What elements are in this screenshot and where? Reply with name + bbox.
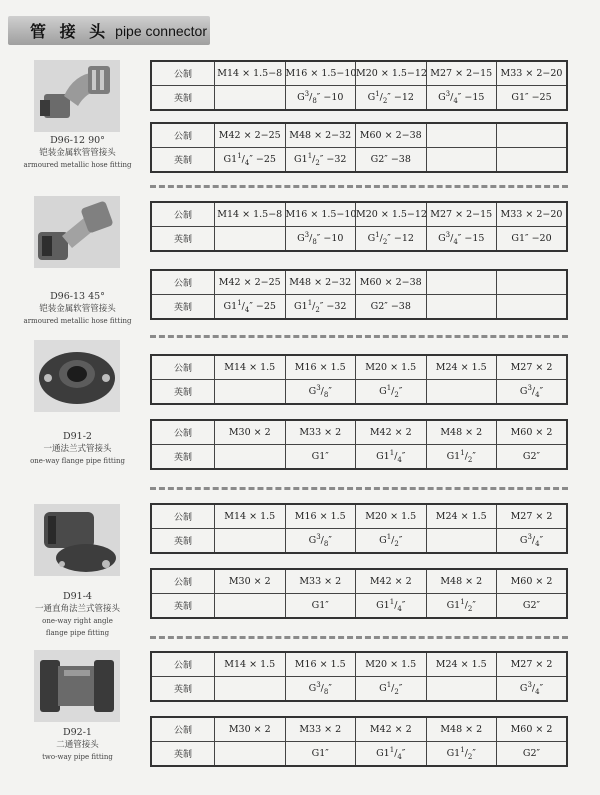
spec-cell: $G1^1/_4''$ xyxy=(356,594,427,619)
row-label: 公制 xyxy=(151,717,215,742)
spec-cell: $G1^1/_4'' -25$ xyxy=(215,295,286,320)
spec-cell: M33 × 2 xyxy=(285,420,356,445)
spec-cell: $G^1/_2'' -12$ xyxy=(356,227,427,252)
row-label: 英制 xyxy=(151,380,215,405)
section-separator xyxy=(150,636,568,639)
spec-cell: G2″ −38 xyxy=(356,148,427,173)
product-name-zh: 一通法兰式管接头 xyxy=(43,444,112,454)
spec-cell: M33 × 2−20 xyxy=(497,202,568,227)
spec-cell: G1″ xyxy=(285,445,356,470)
spec-cell: G1″ xyxy=(285,594,356,619)
spec-table xyxy=(150,568,568,619)
spec-cell: $G^3/_8''$ xyxy=(285,529,356,554)
spec-cell: M48 × 2 xyxy=(426,569,497,594)
row-label: 英制 xyxy=(151,742,215,767)
spec-cell xyxy=(215,594,286,619)
product-name-zh: 二通管接头 xyxy=(56,740,99,750)
spec-cell: G1″ −20 xyxy=(497,227,568,252)
spec-cell xyxy=(426,295,497,320)
spec-cell: $G^3/_8'' -10$ xyxy=(285,86,356,111)
table-row xyxy=(151,61,567,86)
spec-cell: M27 × 2−15 xyxy=(426,202,497,227)
table-row xyxy=(151,355,567,380)
spec-cell: G2″ −38 xyxy=(356,295,427,320)
spec-cell: G2″ xyxy=(497,594,568,619)
spec-cell: M16 × 1.5 xyxy=(285,355,356,380)
elbow-45-fitting-image xyxy=(34,196,120,268)
row-label: 英制 xyxy=(151,295,215,320)
flange-fitting-image xyxy=(34,340,120,412)
spec-table xyxy=(150,354,568,405)
row-label: 英制 xyxy=(151,227,215,252)
spec-cell: M42 × 2 xyxy=(356,420,427,445)
spec-table xyxy=(150,503,568,554)
section-separator xyxy=(150,487,568,490)
two-way-fitting-image xyxy=(34,650,120,722)
spec-cell: $G^3/_4'' -15$ xyxy=(426,86,497,111)
spec-cell: M14 × 1.5−8 xyxy=(215,202,286,227)
spec-cell xyxy=(497,295,568,320)
row-label: 公制 xyxy=(151,652,215,677)
table-row xyxy=(151,420,567,445)
spec-cell: G2″ xyxy=(497,742,568,767)
table-row xyxy=(151,202,567,227)
spec-cell: M20 × 1.5−12 xyxy=(356,61,427,86)
table-row xyxy=(151,380,567,405)
product-name-zh: 一通直角法兰式管接头 xyxy=(34,604,120,614)
spec-cell xyxy=(215,742,286,767)
spec-cell: M48 × 2−32 xyxy=(285,123,356,148)
row-label: 英制 xyxy=(151,677,215,702)
spec-cell: M14 × 1.5 xyxy=(215,652,286,677)
spec-cell xyxy=(215,445,286,470)
product-name-en: two-way pipe fitting xyxy=(42,753,113,761)
product-name-zh: 铠装金属软管管接头 xyxy=(39,304,116,314)
spec-cell: M30 × 2 xyxy=(215,717,286,742)
spec-cell: M42 × 2 xyxy=(356,717,427,742)
spec-cell: M14 × 1.5 xyxy=(215,504,286,529)
product-code: D91-2 xyxy=(63,431,92,442)
product-caption xyxy=(0,727,155,763)
table-row xyxy=(151,742,567,767)
spec-cell: M16 × 1.5−10 xyxy=(285,61,356,86)
spec-cell: M60 × 2 xyxy=(497,717,568,742)
spec-cell: M42 × 2−25 xyxy=(215,270,286,295)
row-label: 英制 xyxy=(151,445,215,470)
section-header xyxy=(8,16,210,45)
product-code: D91-4 xyxy=(63,591,92,602)
row-label: 英制 xyxy=(151,594,215,619)
spec-cell: M27 × 2 xyxy=(497,355,568,380)
row-label: 公制 xyxy=(151,504,215,529)
spec-cell: $G1^1/_2''$ xyxy=(426,445,497,470)
spec-cell xyxy=(426,270,497,295)
spec-cell: $G^3/_8''$ xyxy=(285,677,356,702)
spec-cell: M60 × 2−38 xyxy=(356,270,427,295)
spec-cell: M16 × 1.5 xyxy=(285,652,356,677)
spec-cell: $G^3/_4''$ xyxy=(497,380,568,405)
table-row xyxy=(151,504,567,529)
product-name-en-line2: flange pipe fitting xyxy=(45,629,110,637)
spec-cell: $G^1/_2''$ xyxy=(356,677,427,702)
spec-cell: M20 × 1.5 xyxy=(356,355,427,380)
table-row xyxy=(151,569,567,594)
spec-table xyxy=(150,269,568,320)
table-row xyxy=(151,123,567,148)
spec-cell xyxy=(215,677,286,702)
row-label: 公制 xyxy=(151,202,215,227)
spec-cell: M20 × 1.5 xyxy=(356,652,427,677)
table-row xyxy=(151,529,567,554)
spec-cell: M27 × 2 xyxy=(497,504,568,529)
spec-cell xyxy=(426,148,497,173)
row-label: 英制 xyxy=(151,148,215,173)
product-code: D92-1 xyxy=(63,727,92,738)
product-name-zh: 铠装金属软管管接头 xyxy=(39,148,116,158)
spec-cell xyxy=(215,86,286,111)
header-title-en: pipe connector xyxy=(115,22,207,39)
table-row xyxy=(151,594,567,619)
spec-cell: M16 × 1.5−10 xyxy=(285,202,356,227)
spec-cell: M20 × 1.5 xyxy=(356,504,427,529)
spec-table xyxy=(150,201,568,252)
spec-cell: $G^3/_4''$ xyxy=(497,529,568,554)
spec-cell xyxy=(215,227,286,252)
header-title-zh: 管 接 头 xyxy=(30,22,110,41)
product-name-en: one-way right angle xyxy=(42,617,113,625)
spec-cell: M42 × 2 xyxy=(356,569,427,594)
row-label: 公制 xyxy=(151,123,215,148)
product-name-en: armoured metallic hose fitting xyxy=(23,317,132,325)
table-row xyxy=(151,148,567,173)
spec-cell: M48 × 2 xyxy=(426,420,497,445)
product-caption xyxy=(0,591,155,639)
spec-cell: M16 × 1.5 xyxy=(285,504,356,529)
spec-cell: M42 × 2−25 xyxy=(215,123,286,148)
spec-cell: G1″ −25 xyxy=(497,86,568,111)
spec-cell: G2″ xyxy=(497,445,568,470)
spec-cell: $G1^1/_2'' -32$ xyxy=(285,148,356,173)
spec-cell: $G1^1/_2'' -32$ xyxy=(285,295,356,320)
spec-cell xyxy=(426,123,497,148)
spec-cell: $G1^1/_2''$ xyxy=(426,594,497,619)
spec-cell: M14 × 1.5 xyxy=(215,355,286,380)
row-label: 公制 xyxy=(151,61,215,86)
row-label: 英制 xyxy=(151,529,215,554)
spec-table xyxy=(150,716,568,767)
spec-table xyxy=(150,60,568,111)
spec-cell: $G^3/_4''$ xyxy=(497,677,568,702)
spec-cell: M60 × 2 xyxy=(497,569,568,594)
product-code: D96-13 45° xyxy=(50,291,105,302)
spec-table xyxy=(150,651,568,702)
product-name-en: one-way flange pipe fitting xyxy=(30,457,125,465)
product-code: D96-12 90° xyxy=(50,135,105,146)
elbow-90-fitting-image xyxy=(34,60,120,132)
spec-cell: M60 × 2−38 xyxy=(356,123,427,148)
product-caption xyxy=(0,431,155,467)
spec-cell: $G^1/_2''$ xyxy=(356,529,427,554)
spec-cell xyxy=(497,123,568,148)
row-label: 公制 xyxy=(151,569,215,594)
spec-cell: M33 × 2−20 xyxy=(497,61,568,86)
spec-cell xyxy=(497,148,568,173)
spec-cell: M24 × 1.5 xyxy=(426,355,497,380)
product-caption xyxy=(0,291,155,327)
spec-cell: M48 × 2−32 xyxy=(285,270,356,295)
spec-cell xyxy=(426,529,497,554)
spec-cell xyxy=(215,529,286,554)
spec-cell: $G1^1/_2''$ xyxy=(426,742,497,767)
spec-cell: $G^1/_2'' -12$ xyxy=(356,86,427,111)
table-row xyxy=(151,295,567,320)
spec-cell: M27 × 2−15 xyxy=(426,61,497,86)
spec-cell: $G1^1/_4'' -25$ xyxy=(215,148,286,173)
table-row xyxy=(151,677,567,702)
spec-cell: M30 × 2 xyxy=(215,569,286,594)
table-row xyxy=(151,652,567,677)
spec-cell: M14 × 1.5−8 xyxy=(215,61,286,86)
row-label: 公制 xyxy=(151,270,215,295)
table-row xyxy=(151,717,567,742)
spec-cell: M30 × 2 xyxy=(215,420,286,445)
table-row xyxy=(151,445,567,470)
spec-cell xyxy=(497,270,568,295)
spec-cell: $G1^1/_4''$ xyxy=(356,445,427,470)
table-row xyxy=(151,227,567,252)
spec-cell: M33 × 2 xyxy=(285,717,356,742)
right-angle-flange-fitting-image xyxy=(34,504,120,576)
spec-cell: M27 × 2 xyxy=(497,652,568,677)
spec-cell: M60 × 2 xyxy=(497,420,568,445)
table-row xyxy=(151,270,567,295)
table-row xyxy=(151,86,567,111)
spec-cell: M24 × 1.5 xyxy=(426,652,497,677)
spec-cell xyxy=(426,677,497,702)
spec-cell xyxy=(215,380,286,405)
row-label: 公制 xyxy=(151,355,215,380)
row-label: 英制 xyxy=(151,86,215,111)
spec-cell: M20 × 1.5−12 xyxy=(356,202,427,227)
section-separator xyxy=(150,185,568,188)
product-name-en: armoured metallic hose fitting xyxy=(23,161,132,169)
spec-cell: M24 × 1.5 xyxy=(426,504,497,529)
spec-cell: $G^3/_8'' -10$ xyxy=(285,227,356,252)
spec-cell: $G^1/_2''$ xyxy=(356,380,427,405)
spec-cell: $G^3/_4'' -15$ xyxy=(426,227,497,252)
spec-cell: G1″ xyxy=(285,742,356,767)
product-caption xyxy=(0,135,155,171)
spec-cell: M33 × 2 xyxy=(285,569,356,594)
spec-table xyxy=(150,122,568,173)
spec-table xyxy=(150,419,568,470)
spec-cell xyxy=(426,380,497,405)
spec-cell: M48 × 2 xyxy=(426,717,497,742)
spec-cell: $G^3/_8''$ xyxy=(285,380,356,405)
spec-cell: $G1^1/_4''$ xyxy=(356,742,427,767)
row-label: 公制 xyxy=(151,420,215,445)
section-separator xyxy=(150,335,568,338)
